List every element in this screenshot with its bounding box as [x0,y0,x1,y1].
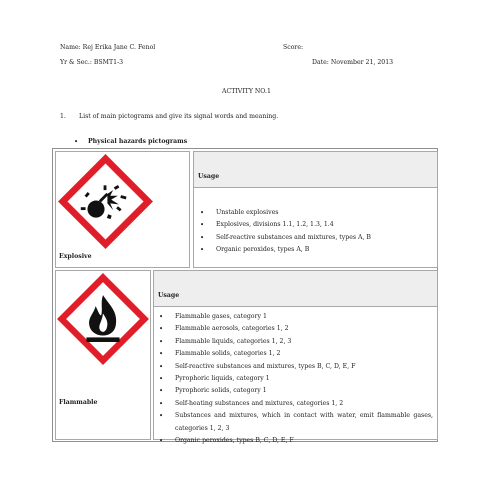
list-item: • Flammable solids, categories 1, 2 [157,348,433,360]
flame-icon [57,273,149,365]
explosive-usage-list [198,207,371,257]
section-heading: Physical hazards pictograms [88,138,188,145]
flammable-usage-cell [153,270,438,445]
list-item: • Flammable aerosols, categories 1, 2 [157,323,433,335]
list-item: • Explosives, divisions 1.1, 1.2, 1.3, 1.4 [198,219,371,231]
list-item: • Organic peroxides, types B, C, D, E, F [157,435,433,447]
list-item: • Flammable gases, category 1 [157,311,433,323]
year-section: Yr & Sec.: BSMT1-3 [60,59,124,66]
usage-label: Usage [158,292,180,299]
student-name: Name: Rej Erika Jane C. Fenol [60,44,156,51]
bullet-icon: • [74,138,79,146]
list-item: • Self-reactive substances and mixtures, types A, B [198,232,371,244]
instruction-number: 1. [60,113,66,120]
list-item: • Self-heating substances and mixtures, categories 1, 2 [157,398,433,410]
list-item: • Pyrophoric liquids, category 1 [157,373,433,385]
date-label: Date: November 21, 2013 [312,59,394,66]
usage-header [154,271,437,307]
usage-header [194,152,437,188]
explosive-icon-cell [55,151,190,268]
explosive-usage-cell [193,151,438,268]
hazard-name: Flammable [59,399,98,406]
list-item: • Substances and mixtures, which in contact with water, emit flammable gases, categories 1, 2, 3 [157,410,433,435]
score-label: Score: [283,44,304,51]
exploding-bomb-icon [58,154,153,249]
hazard-name: Explosive [59,253,92,260]
flammable-usage-list [157,311,433,447]
activity-title: ACTIVITY NO.1 [222,88,271,95]
usage-label: Usage [198,173,220,180]
list-item: • Pyrophoric solids, category 1 [157,385,433,397]
flammable-icon-cell [55,270,151,440]
instruction-text: List of main pictograms and give its signal words and meaning. [79,113,279,120]
list-item: • Organic peroxides, types A, B [198,244,371,256]
list-item: • Flammable liquids, categories 1, 2, 3 [157,336,433,348]
list-item: • Self-reactive substances and mixtures, types B, C, D, E, F [157,361,433,373]
list-item: • Unstable explosives [198,207,371,219]
